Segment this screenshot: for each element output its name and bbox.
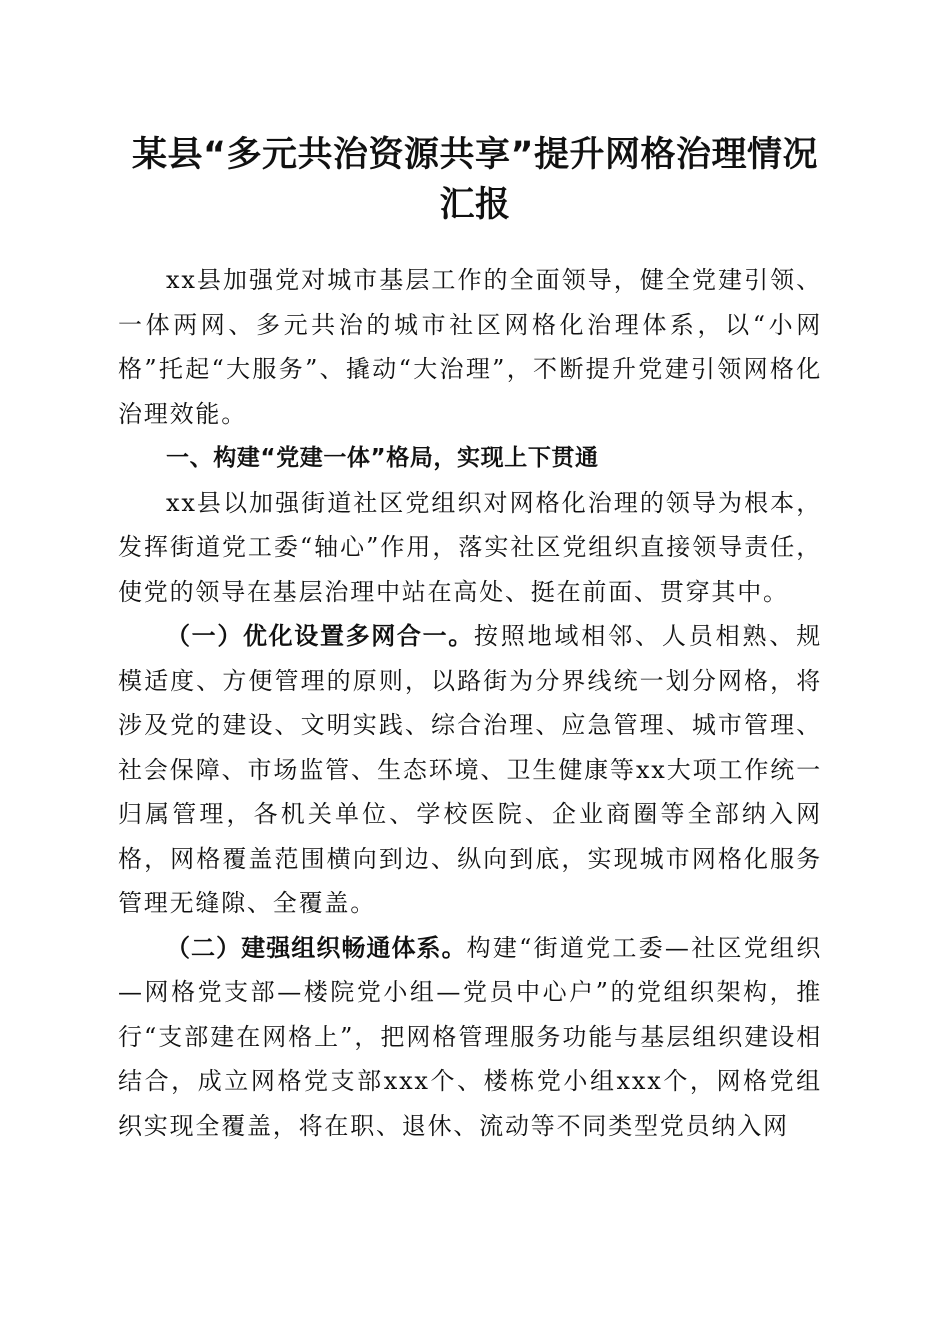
section-1-lead-paragraph: xx县以加强街道社区党组织对网格化治理的领导为根本，发挥街道党工委“轴心”作用，落实社区党组织直接领导责任，使党的领导在基层治理中站在高处、挺在前面、贯穿其中。 — [118, 488, 822, 606]
section-1-heading: 一、构建“党建一体”格局，实现上下贯通 — [166, 445, 599, 471]
item-2-title: （二）建强组织畅通体系。 — [166, 933, 467, 962]
item-1-text: 按照地域相邻、人员相熟、规模适度、方便管理的原则，以路街为分界线统一划分网格，将涉及党的建设、文明实践、综合治理、应急管理、城市管理、社会保障、市场监管、生态环境、卫生健康等xx大项工作统一归属管理，各机关单位、学校医院、企业商圈等全部纳入网格，网格覆盖范围横向到边、纵向到底，实现城市网格化服务管理无缝隙、全覆盖。 — [118, 622, 823, 917]
document-title — [100, 130, 850, 230]
item-1-title: （一）优化设置多网合一。 — [166, 622, 474, 650]
section-1-item-2 — [118, 926, 822, 1149]
document-body — [118, 258, 822, 1148]
intro-paragraph: xx县加强党对城市基层工作的全面领导，健全党建引领、一体两网、多元共治的城市社区网格化治理体系，以“小网格”托起“大服务”、撬动“大治理”，不断提升党建引领网格化治理效能。 — [118, 266, 822, 428]
title-line-1: 某县“多元共治资源共享”提升网格治理情况 — [131, 135, 818, 175]
section-1-item-1 — [118, 614, 822, 926]
item-2-text: 构建“街道党工委—社区党组织—网格党支部—楼院党小组—党员中心户”的党组织架构，推行“支部建在网格上”，把网格管理服务功能与基层组织建设相结合，成立网格党支部xxx个、楼栋党小组xxx个，网格党组织实现全覆盖，将在职、退休、流动等不同类型党员纳入网 — [118, 933, 822, 1140]
title-line-2: 汇报 — [439, 185, 511, 225]
